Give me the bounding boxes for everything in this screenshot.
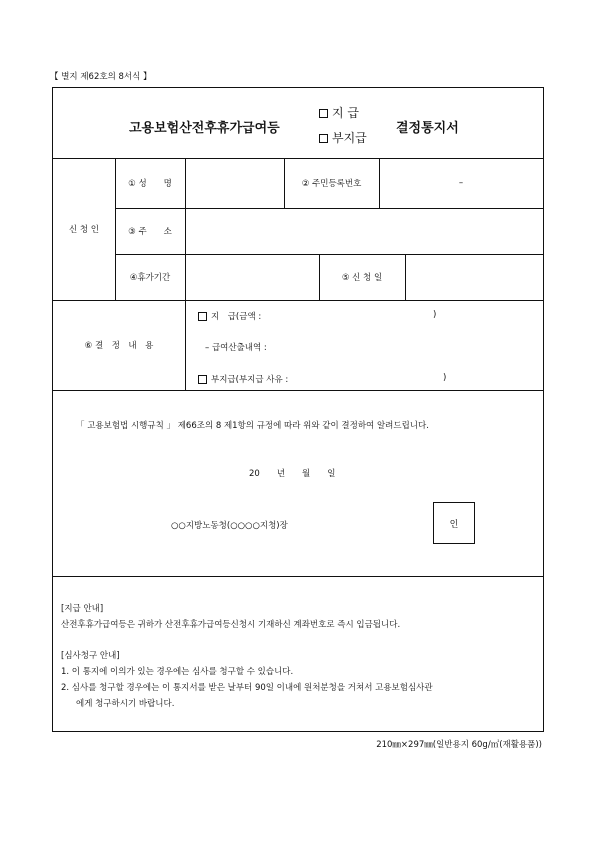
divider — [53, 390, 543, 391]
decision-pay-close: ) — [433, 310, 437, 320]
notice-date: 20 년 월 일 — [249, 469, 336, 479]
appeal-info-2-cont: 에게 청구하시기 바랍니다. — [76, 699, 175, 709]
address-field[interactable] — [185, 208, 543, 254]
form-title-suffix: 결정통지서 — [396, 121, 459, 136]
name-field[interactable] — [185, 158, 284, 208]
pay-info-header: [지급 안내] — [61, 604, 104, 614]
decision-nopay-label: 부지급(부지급 사유 : — [211, 375, 289, 385]
appeal-info-2: 2. 심사를 청구할 경우에는 이 통지서를 받은 날부터 90일 이내에 원처분청을 거쳐서 고용보험심사관 — [61, 683, 433, 693]
option-nopay — [319, 129, 367, 146]
option-pay — [319, 104, 359, 121]
rrn-field[interactable]: – — [458, 178, 464, 188]
divider — [185, 300, 186, 390]
address-label: ③ 주 소 — [128, 227, 172, 237]
form-number-label: 【 별지 제62호의 8서식 】 — [50, 72, 152, 82]
decision-nopay-row — [198, 373, 288, 385]
checkbox-icon[interactable] — [198, 375, 207, 384]
divider — [53, 576, 543, 577]
pay-breakdown-label: – 급여산출내역 : — [205, 343, 267, 353]
checkbox-icon[interactable] — [319, 109, 328, 118]
decision-label: ⑥ 결 정 내 용 — [84, 341, 154, 351]
applicant-section-label: 신 청 인 — [68, 225, 100, 235]
form-table — [52, 87, 544, 732]
paper-spec-footer: 210㎜×297㎜(일반용지 60g/㎡(재활용품)) — [376, 740, 542, 750]
leave-period-field[interactable] — [185, 254, 319, 300]
decision-pay-label: 지 급(금액 : — [211, 312, 262, 322]
apply-date-label: ⑤ 신 청 일 — [341, 273, 383, 283]
form-title: 고용보험산전후휴가급여등 — [129, 121, 280, 136]
name-label: ① 성 명 — [128, 179, 172, 189]
notice-text: 「 고용보험법 시행규칙 」 제66조의 8 제1항의 규정에 따라 위와 같이 결정하여 알려드립니다. — [76, 421, 429, 431]
checkbox-icon[interactable] — [319, 134, 328, 143]
option-pay-label: 지 급 — [332, 106, 359, 120]
decision-pay-row — [198, 310, 261, 322]
pay-info-text: 산전후휴가급여등은 귀하가 산전후휴가급여등신청시 기재하신 계좌번호로 즉시 입금됩니다. — [61, 620, 401, 630]
rrn-label: ② 주민등록번호 — [301, 179, 362, 189]
appeal-info-header: [심사청구 안내] — [61, 651, 120, 661]
apply-date-field[interactable] — [405, 254, 543, 300]
leave-period-label: ④휴가기간 — [129, 273, 171, 283]
seal-box: 인 — [433, 502, 475, 544]
decision-nopay-close: ) — [443, 373, 447, 383]
appeal-info-1: 1. 이 통지에 이의가 있는 경우에는 심사를 청구할 수 있습니다. — [61, 667, 294, 677]
option-nopay-label: 부지급 — [332, 131, 367, 145]
issuer-name: ○○지방노동청(○○○○지청)장 — [171, 521, 288, 531]
checkbox-icon[interactable] — [198, 312, 207, 321]
